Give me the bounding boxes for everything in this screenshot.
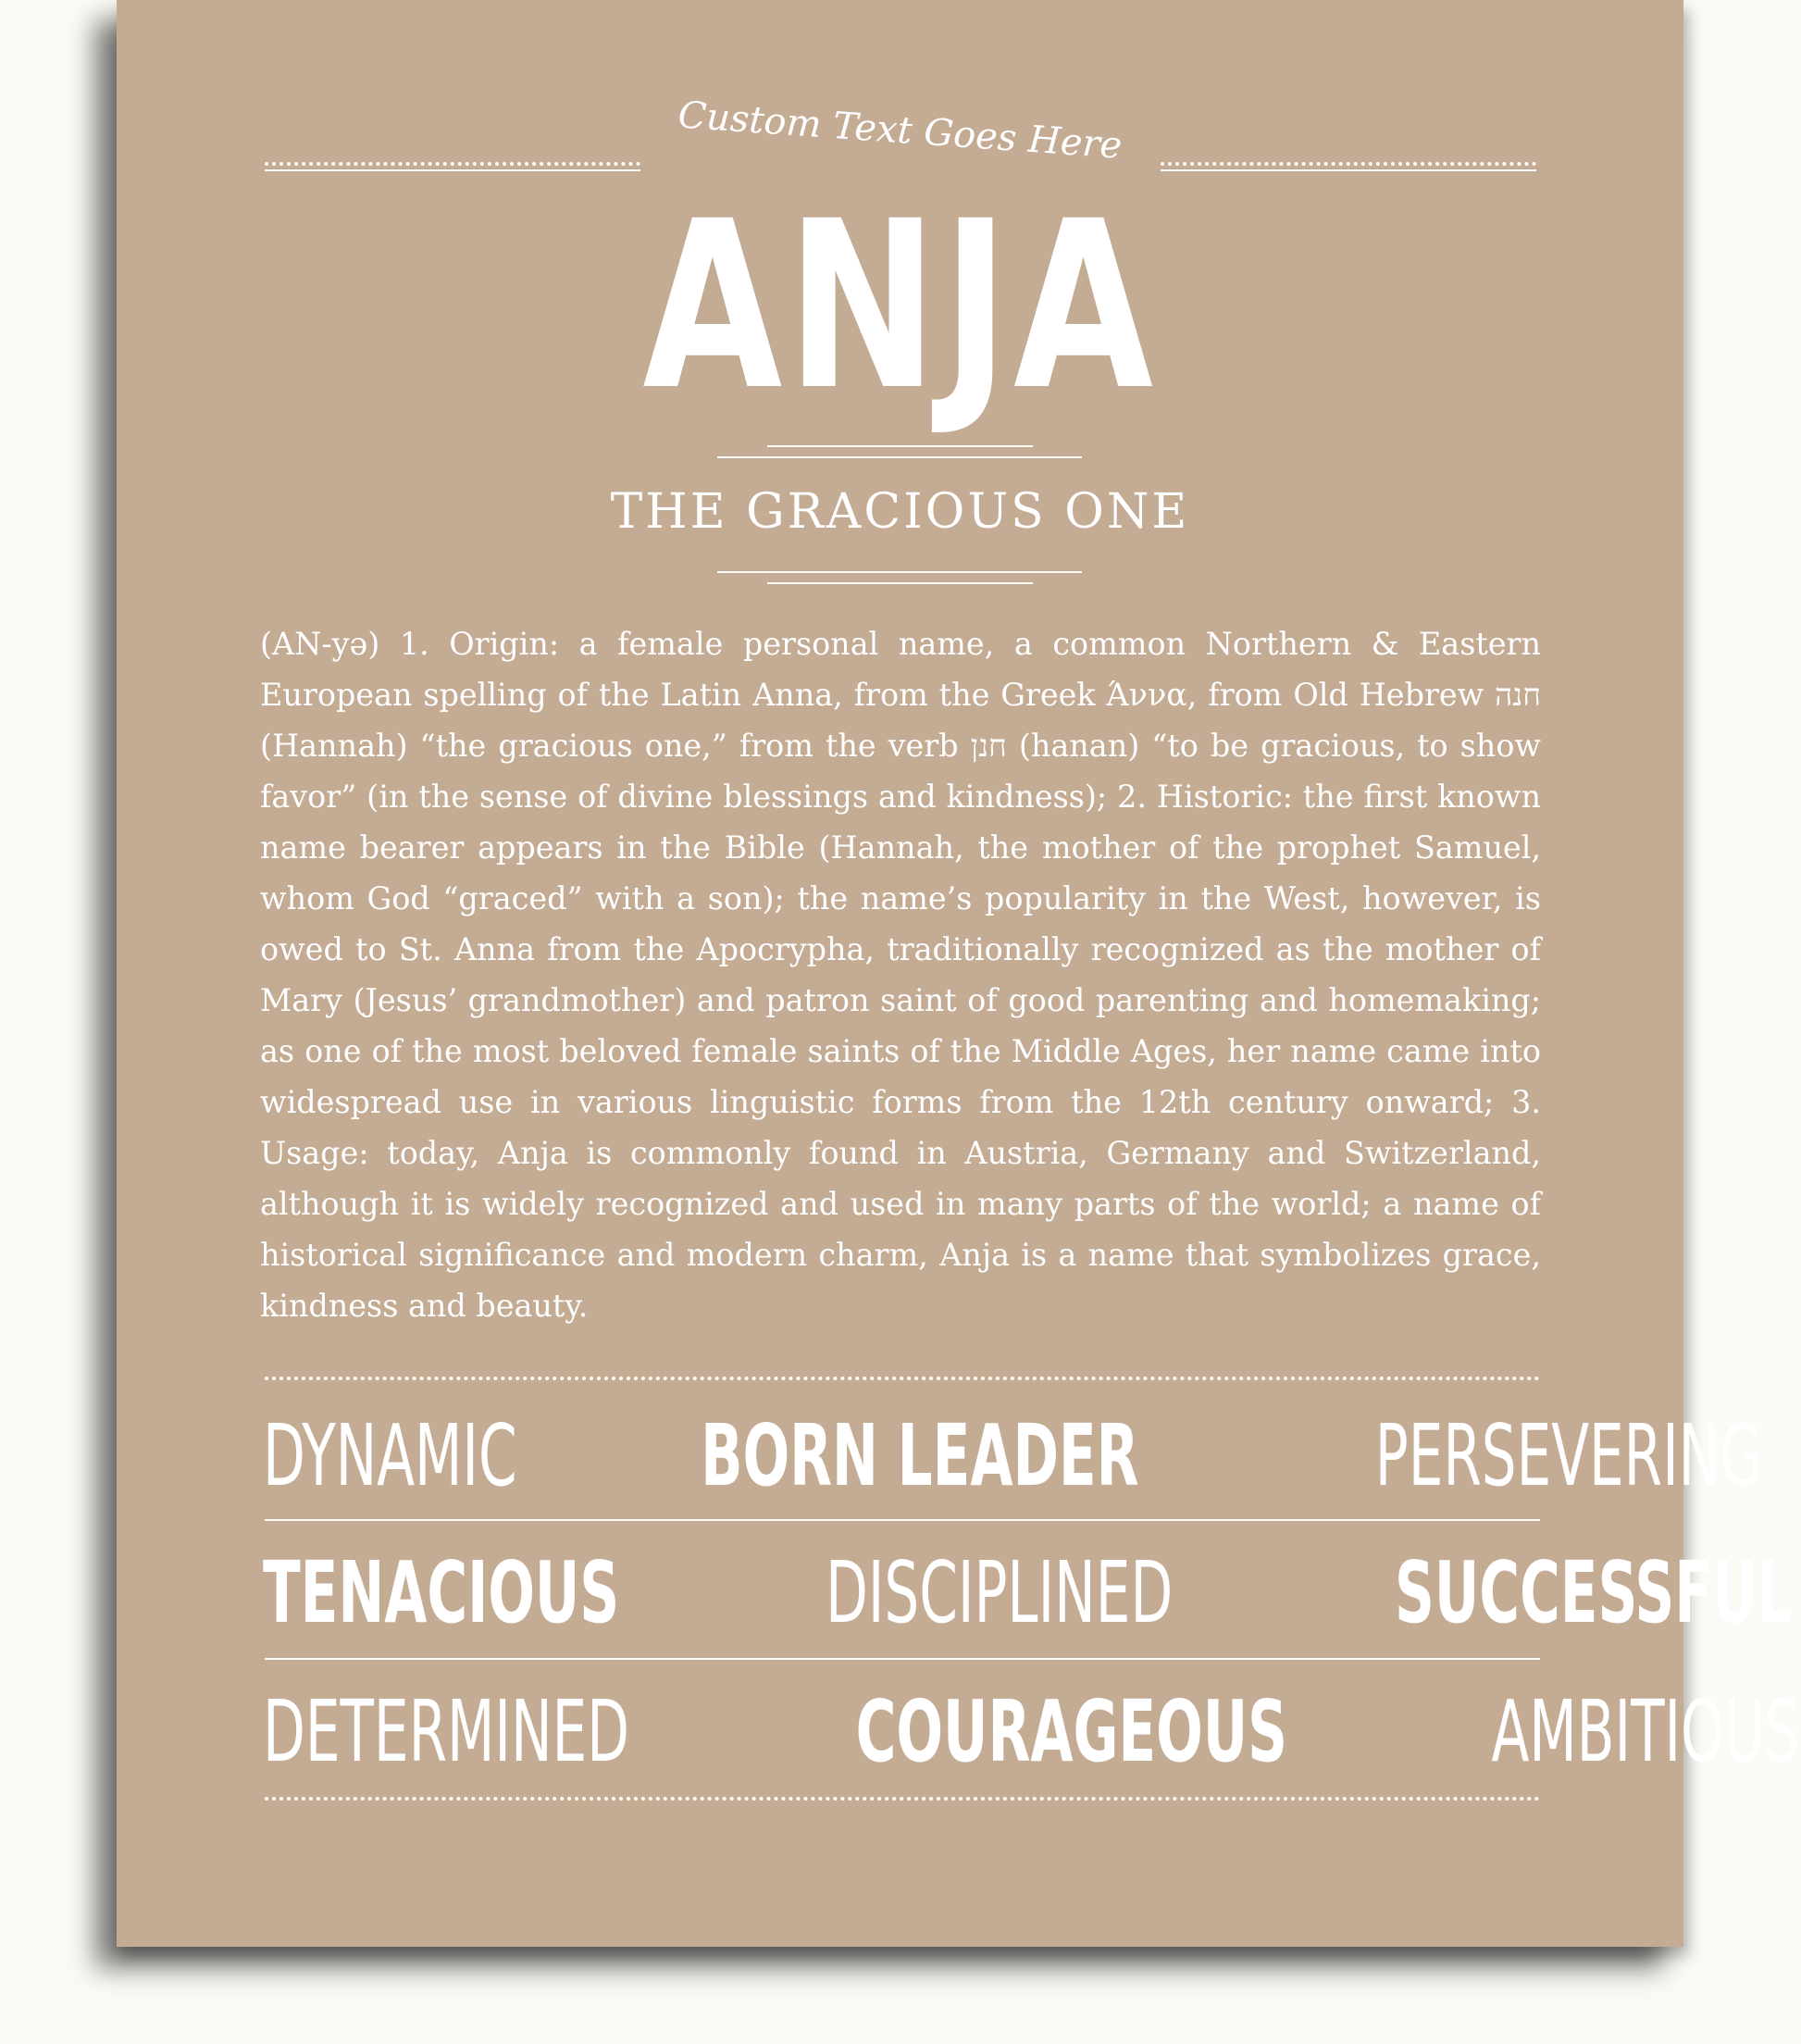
traits-rule-2 [265, 1658, 1540, 1660]
header-dotted-rule-right [1161, 162, 1536, 166]
trait-disciplined: DISCIPLINED [826, 1543, 1174, 1642]
trait-determined: DETERMINED [263, 1682, 630, 1781]
traits-rule-1 [265, 1519, 1540, 1521]
trait-courageous: COURAGEOUS [855, 1682, 1288, 1781]
traits-row-1 [263, 1406, 1763, 1505]
traits-dotted-rule-top [265, 1377, 1540, 1380]
trait-successful: SUCCESSFUL [1395, 1543, 1793, 1642]
name-meaning: THE GRACIOUS ONE [610, 484, 1190, 540]
meaning-rule-bottom-short [767, 582, 1033, 584]
header-rule-left [265, 169, 640, 171]
header-dotted-rule-left [265, 162, 640, 166]
trait-dynamic: DYNAMIC [263, 1406, 517, 1505]
meaning-rule-top-short [767, 445, 1033, 447]
trait-ambitious: AMBITIOUS [1491, 1682, 1800, 1781]
traits-row-3 [263, 1682, 1800, 1781]
name-poster [117, 0, 1800, 1947]
header-rule-right [1161, 169, 1536, 171]
trait-born-leader: BORN LEADER [701, 1406, 1139, 1505]
trait-persevering: PERSEVERING [1374, 1406, 1763, 1505]
traits-row-2 [263, 1543, 1793, 1642]
trait-tenacious: TENACIOUS [263, 1543, 620, 1642]
meaning-rule-top-long [717, 456, 1082, 458]
meaning-rule-bottom-long [717, 571, 1082, 573]
name-title: ANJA [642, 171, 1158, 441]
traits-dotted-rule-bottom [265, 1797, 1540, 1801]
custom-text: Custom Text Goes Here [677, 93, 1124, 168]
name-definition: (AN-yə) 1. Origin: a female personal name, a common Northern & Eastern European spelling of the Latin Anna, from the Greek Άννα, from Old Hebrew חנה (Hannah) “the gracious one,” from the verb חנן (hanan) “to be gracious, to show favor” (in the sense of divine blessings and kindness); 2. Historic: the first known name bearer appears in the Bible (Hannah, the mother of the prophet Samuel, whom God “graced” with a son); the name’s popularity in the West, however, is owed to St. Anna from the Apocrypha, traditionally recognized as the mother of Mary (Jesus’ grandmother) and patron saint of good parenting and homemaking; as one of the most beloved female saints of the Middle Ages, her name came into widespread use in various linguistic forms from the 12th century onward; 3. Usage: today, Anja is commonly found in Austria, Germany and Switzerland, although it is widely recognized and used in many parts of the world; a name of historical significance and modern charm, Anja is a name that symbolizes grace, kindness and beauty. [260, 626, 1542, 1324]
